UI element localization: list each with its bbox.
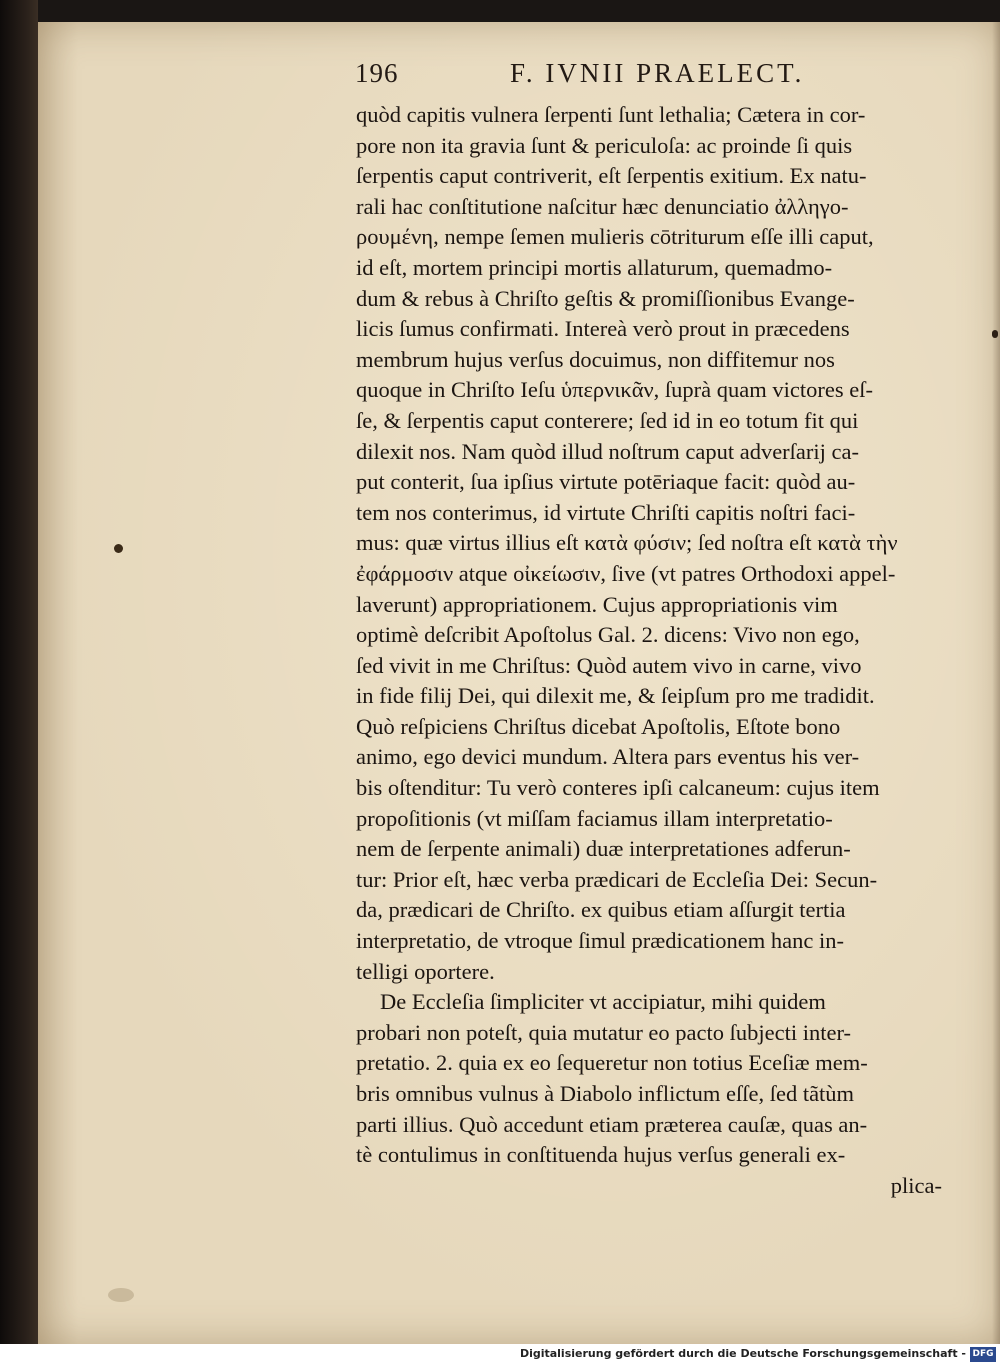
running-header <box>355 58 965 92</box>
text-line: tur: Prior eſt, hæc verba prædicari de Eccleſia Dei: Secun- <box>356 866 878 892</box>
text-line: ἐφάρμοσιν atque οἰκείωσιν, ſive (vt patres Orthodoxi appel- <box>356 560 896 586</box>
text-line: telligi oportere. <box>356 958 495 984</box>
text-line: tè contulimus in conſtituenda hujus verſus generali ex- <box>356 1142 846 1168</box>
text-line: bis oſtenditur: Tu verò conteres ipſi calcaneum: cujus item <box>356 775 880 801</box>
book-spine <box>0 0 38 1366</box>
text-line: De Eccleſia ſimpliciter vt accipiatur, mihi quidem <box>380 989 826 1015</box>
text-line: Quò reſpiciens Chriſtus dicebat Apoſtolis, Eſtote bono <box>356 713 841 739</box>
text-line: quòd capitis vulnera ſerpenti ſunt lethalia; Cætera in cor- <box>356 102 866 127</box>
body-text <box>356 100 956 1201</box>
text-line: ſe, & ſerpentis caput conterere; ſed id in eo totum fit qui <box>356 407 859 433</box>
text-line: dum & rebus à Chriſto geſtis & promiſſionibus Evange- <box>356 285 855 311</box>
text-line: bris omnibus vulnus à Diabolo inflictum eſſe, ſed tãtùm <box>356 1081 855 1106</box>
text-line: pore non ita gravia ſunt & periculoſa: ac proinde ſi quis <box>356 132 853 158</box>
text-line: licis ſumus confirmati. Intereà verò prout in præcedens <box>356 316 850 342</box>
text-line: ſerpentis caput contriverit, eſt ſerpentis exitium. Ex natu- <box>356 163 867 189</box>
page-number: 196 <box>355 58 399 88</box>
text-line: parti illius. Quò accedunt etiam præterea cauſæ, quas an- <box>356 1111 868 1137</box>
text-line: interpretatio, de vtroque ſimul prædicationem hanc in- <box>356 928 844 954</box>
paper-stain <box>108 1288 134 1302</box>
digitization-footer <box>0 1344 1000 1366</box>
text-line: probari non poteſt, quia mutatur eo pacto ſubjecti inter- <box>356 1019 852 1045</box>
text-line: mus: quæ virtus illius eſt κατὰ φύσιν; ſed noſtra eſt κατὰ τὴν <box>356 530 898 556</box>
text-line: quoque in Chriſto Ieſu ὑπερνικᾶν, ſuprà quam victores eſ- <box>356 377 873 403</box>
text-line: animo, ego devici mundum. Altera pars eventus his ver- <box>356 744 860 770</box>
text-line: tem nos conterimus, id virtute Chriſti capitis noſtri faci- <box>356 499 856 525</box>
text-line: rali hac conſtitutione naſcitur hæc denunciatio ἀλληγο- <box>356 193 849 219</box>
text-line: propoſitionis (vt miſſam faciamus illam interpretatio- <box>356 805 833 831</box>
catchword: plica- <box>890 1172 942 1198</box>
funding-notice: Digitalisierung gefördert durch die Deutsche Forschungsgemeinschaft - <box>519 1347 966 1360</box>
dfg-logo-icon: DFG <box>970 1347 996 1362</box>
ink-spot <box>114 544 123 553</box>
text-line: nem de ſerpente animali) duæ interpretationes adferun- <box>356 836 851 862</box>
text-line: put conterit, ſua ipſius virtute potēriaque facit: quòd au- <box>356 469 856 495</box>
text-line: ρουμένη, nempe ſemen mulieris cōtriturum eſſe illi caput, <box>356 224 874 250</box>
text-line: pretatio. 2. quia ex eo ſequeretur non totius Eceſiæ mem- <box>356 1050 868 1076</box>
text-line: membrum hujus verſus docuimus, non diffitemur nos <box>356 346 835 372</box>
edge-mark <box>992 330 998 338</box>
text-line: id eſt, mortem principi mortis allaturum, quemadmo- <box>356 254 833 280</box>
running-title: F. IVNII PRAELECT. <box>510 58 805 88</box>
text-line: dilexit nos. Nam quòd illud noſtrum caput adverſarij ca- <box>356 438 859 464</box>
text-line: da, prædicari de Chriſto. ex quibus etiam aſſurgit tertia <box>356 897 846 923</box>
text-line: laverunt) appropriationem. Cujus appropriationis vim <box>356 591 838 617</box>
text-line: in fide filij Dei, qui dilexit me, & ſeipſum pro me tradidit. <box>356 683 875 709</box>
page-edge <box>992 22 1000 1344</box>
text-line: optimè deſcribit Apoſtolus Gal. 2. dicens: Vivo non ego, <box>356 622 860 648</box>
text-line: ſed vivit in me Chriſtus: Quòd autem vivo in carne, vivo <box>356 652 862 678</box>
